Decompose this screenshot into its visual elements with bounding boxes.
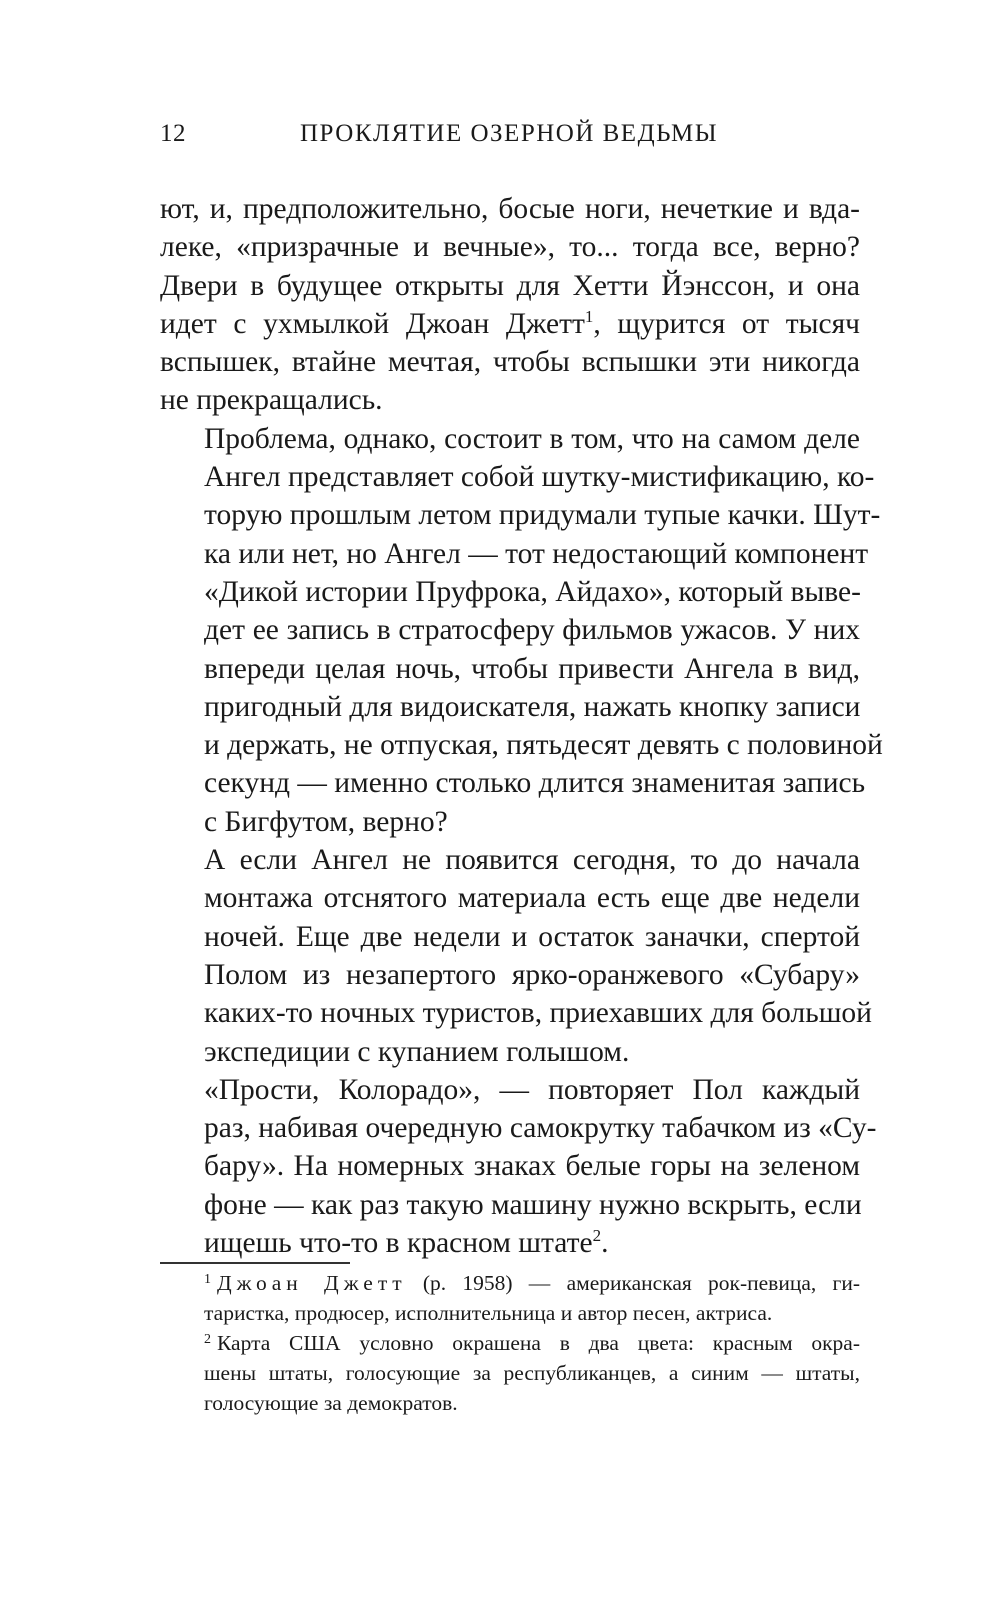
footnote-name: Джоан Джетт	[217, 1271, 407, 1295]
text-line: торую прошлым летом придумали тупые качки. Шут-	[204, 499, 881, 532]
text-fragment: (р. 1958) — американская рок-певица, ги-	[406, 1271, 860, 1295]
text-line	[160, 1328, 860, 1358]
footnote-mark: 2	[204, 1332, 211, 1347]
paragraph	[160, 420, 883, 841]
text-line: Двери в будущее открыты для Хетти Йэнссон, и она	[160, 269, 860, 302]
text-line	[160, 1224, 860, 1262]
text-line: вспышек, втайне мечтая, чтобы вспышки эти никогда	[160, 346, 860, 379]
text-line: с Бигфутом, верно?	[204, 805, 448, 838]
text-line: леке, «призрачные и вечные», то... тогда все, верно?	[160, 231, 860, 264]
text-line: ночей. Еще две недели и остаток заначки, спертой	[204, 920, 860, 953]
text-line: секунд — именно столько длится знаменитая запись	[204, 767, 866, 800]
running-title: ПРОКЛЯТИЕ ОЗЕРНОЙ ВЕДЬМЫ	[300, 120, 719, 147]
text-line: ка или нет, но Ангел — тот недостающий компонент	[204, 537, 869, 570]
footnote-ref: 1	[584, 306, 594, 326]
text-fragment: идет с ухмылкой Джоан Джетт	[160, 307, 585, 340]
text-line: пригодный для видоискателя, нажать кнопку записи	[204, 690, 861, 723]
text-line: Проблема, однако, состоит в том, что на самом деле	[204, 422, 860, 455]
text-line: голосующие за демократов.	[204, 1391, 458, 1415]
footnote	[160, 1328, 860, 1418]
text-line: А если Ангел не появится сегодня, то до начала	[204, 844, 860, 877]
text-line: ют, и, предположительно, босые ноги, нечеткие и вда-	[160, 193, 860, 225]
text-line: Полом из незапертого ярко-оранжевого «Субару»	[204, 958, 860, 991]
body-text	[160, 190, 883, 1262]
footnotes	[160, 1268, 860, 1418]
paragraph	[160, 841, 872, 1071]
footnote-mark: 1	[204, 1272, 211, 1287]
text-line: бару». На номерных знаках белые горы на зеленом	[204, 1150, 860, 1183]
footnote	[160, 1268, 860, 1328]
text-line: монтажа отснятого материала есть еще две недели	[204, 882, 860, 915]
text-line: «Дикой истории Пруфрока, Айдахо», который выве-	[204, 575, 861, 608]
text-line: не прекращались.	[160, 384, 383, 417]
text-line: фоне — как раз такую машину нужно вскрыть, если	[204, 1188, 862, 1221]
text-line: и держать, не отпуская, пятьдесят девять с половиной	[204, 729, 883, 762]
text-fragment: .	[601, 1227, 609, 1260]
text-fragment: Карта США условно окрашена в два цвета: красным окра-	[217, 1331, 860, 1355]
paragraph	[160, 1071, 877, 1262]
paragraph	[160, 190, 860, 420]
page-number: 12	[160, 120, 186, 147]
text-line: раз, набивая очередную самокрутку табачком из «Су-	[204, 1112, 877, 1145]
text-line	[160, 305, 860, 343]
text-line: каких-то ночных туристов, приехавших для большой	[204, 997, 872, 1030]
text-line: Ангел представляет собой шутку-мистификацию, ко-	[204, 461, 875, 494]
text-line: дет ее запись в стратосферу фильмов ужасов. У них	[204, 614, 860, 647]
text-line: шены штаты, голосующие за республиканцев, а синим — штаты,	[204, 1361, 860, 1385]
text-line: таристка, продюсер, исполнительница и автор песен, актриса.	[204, 1301, 773, 1325]
running-header	[160, 120, 860, 160]
footnote-ref: 2	[592, 1226, 602, 1246]
footnote-divider	[160, 1262, 350, 1264]
text-line	[160, 1268, 860, 1298]
text-line: «Прости, Колорадо», — повторяет Пол каждый	[204, 1073, 860, 1106]
text-line: экспедиции с купанием голышом.	[204, 1035, 630, 1068]
text-fragment: ищешь что-то в красном штате	[204, 1227, 593, 1260]
text-line: впереди целая ночь, чтобы привести Ангела в вид,	[204, 652, 860, 685]
text-fragment: , щурится от тысяч	[593, 307, 860, 340]
